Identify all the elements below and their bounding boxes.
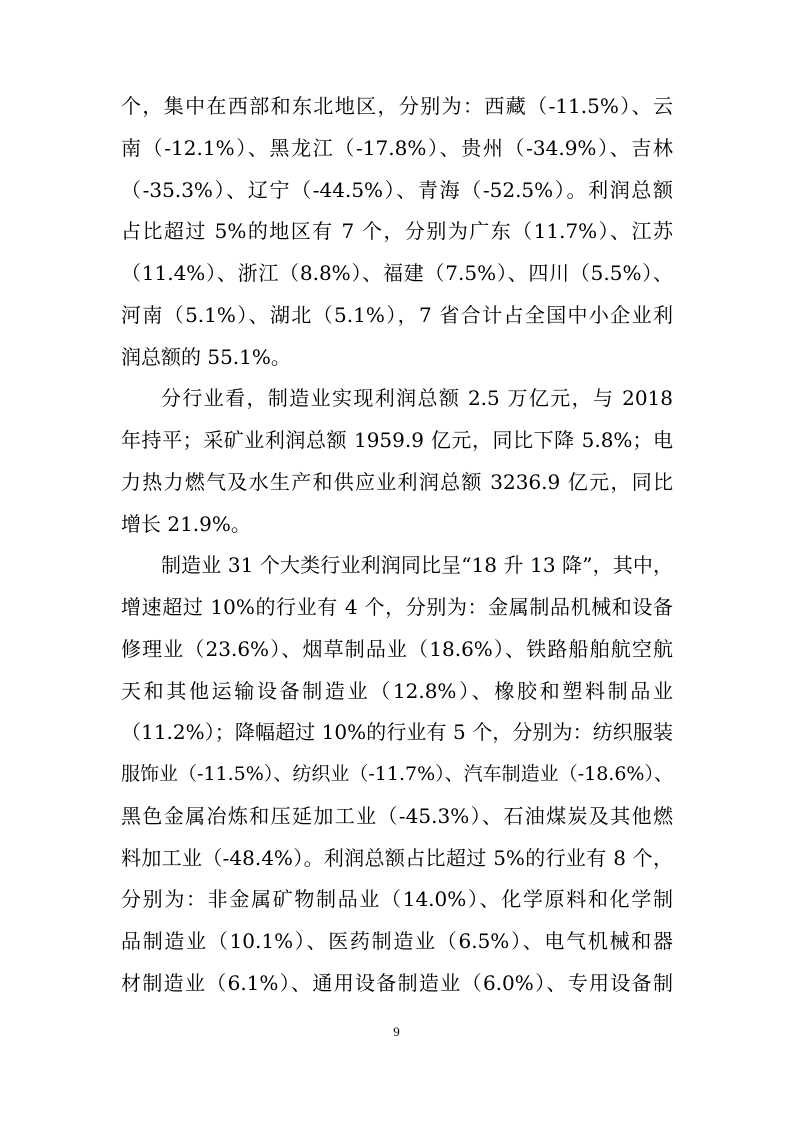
text-line: 料加工业（-48.4%）。利润总额占比超过 5%的行业有 8 个， [121, 845, 673, 870]
text-line: 增长 21.9%。 [121, 511, 251, 536]
paragraph-industries [121, 378, 673, 545]
text-line: 润总额的 55.1%。 [121, 344, 291, 369]
text-line: 修理业（23.6%）、烟草制品业（18.6%）、铁路船舶航空航 [121, 636, 673, 661]
text-line: 占比超过 5%的地区有 7 个，分别为广东（11.7%）、江苏 [121, 219, 673, 244]
text-line: （11.2%）；降幅超过 10%的行业有 5 个，分别为：纺织服装 [121, 720, 673, 745]
body-text [121, 86, 673, 1005]
text-line: 品制造业（10.1%）、医药制造业（6.5%）、电气机械和器 [121, 929, 673, 953]
paragraph-manufacturing [121, 545, 673, 1004]
text-line: 增速超过 10%的行业有 4 个，分别为：金属制品机械和设备 [121, 595, 673, 619]
text-line: 天和其他运输设备制造业（12.8%）、橡胶和塑料制品业 [121, 678, 673, 703]
text-line: 制造业 31 个大类行业利润同比呈“18 升 13 降”，其中， [161, 553, 673, 578]
text-line: 河南（5.1%）、湖北（5.1%），7 省合计占全国中小企业利 [121, 302, 673, 327]
text-line: 服饰业（-11.5%）、纺织业（-11.7%）、汽车制造业（-18.6%）、 [121, 763, 673, 785]
text-line: 个，集中在西部和东北地区，分别为：西藏（-11.5%）、云 [121, 94, 673, 118]
text-line: 年持平；采矿业利润总额 1959.9 亿元，同比下降 5.8%；电 [121, 428, 673, 452]
page-number: 9 [393, 1024, 400, 1039]
text-line: 材制造业（6.1%）、通用设备制造业（6.0%）、专用设备制 [121, 970, 673, 995]
paragraph-regions [121, 86, 673, 378]
text-line: （11.4%）、浙江（8.8%）、福建（7.5%）、四川（5.5%）、 [121, 261, 673, 285]
text-line: 黑色金属冶炼和压延加工业（-45.3%）、石油煤炭及其他燃 [121, 803, 673, 828]
text-line: 分别为：非金属矿物制品业（14.0%）、化学原料和化学制 [121, 887, 673, 912]
text-line: 南（-12.1%）、黑龙江（-17.8%）、贵州（-34.9%）、吉林 [121, 135, 673, 160]
text-line: 力热力燃气及水生产和供应业利润总额 3236.9 亿元，同比 [121, 469, 673, 494]
text-line: 分行业看，制造业实现利润总额 2.5 万亿元，与 2018 [161, 386, 673, 411]
text-line: （-35.3%）、辽宁（-44.5%）、青海（-52.5%）。利润总额 [121, 177, 673, 202]
